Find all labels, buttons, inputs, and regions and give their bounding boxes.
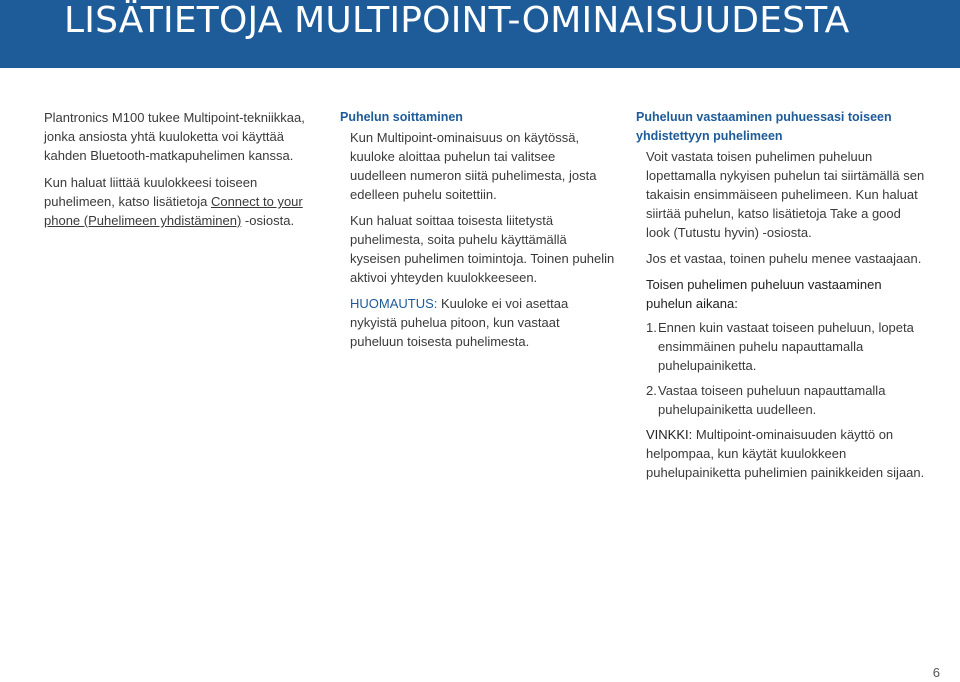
making-call-paragraph-2: Kun haluat soittaa toisesta liitetystä puhelimesta, soita puhelu käyttämällä kyseisen puhelimen toimintoja. Toinen puhelin aktivoi yhteyden kuulokkeeseen. [350, 213, 615, 285]
note-label: HUOMAUTUS: [350, 296, 438, 311]
subheading-answer-during-call: Toisen puhelimen puheluun vastaaminen puhelun aikana: [646, 277, 882, 311]
intro-paragraph: Plantronics M100 tukee Multipoint-tekniikkaa, jonka ansiosta yhtä kuuloketta voi käyttää kahden Bluetooth-matkapuhelimen kanssa. [44, 110, 305, 163]
page-title: LISÄTIETOJA MULTIPOINT-OMINAISUUDESTA [64, 0, 850, 41]
title-banner [0, 0, 960, 68]
step-item [646, 318, 926, 375]
answering-body [636, 147, 926, 268]
connect-suffix: -osiosta. [244, 213, 295, 228]
step-text: Vastaa toiseen puheluun napauttamalla puhelupainiketta uudelleen. [658, 383, 886, 417]
column-answering-calls [636, 108, 926, 489]
note-text: Kuuloke ei voi asettaa nykyistä puhelua pitoon, kun vastaat puheluun toisesta puhelimesta. [350, 296, 569, 349]
step-number: 1. [646, 320, 657, 335]
step-text: Ennen kuin vastaat toiseen puheluun, lopeta ensimmäinen puhelu napauttamalla puhelupainiketta. [658, 320, 914, 373]
connect-link[interactable]: Connect to your phone (Puhelimeen yhdistäminen) [44, 194, 303, 228]
making-call-body [340, 128, 615, 351]
tip-paragraph [636, 425, 926, 482]
answering-paragraph-2: Jos et vastaa, toinen puhelu menee vastaajaan. [646, 251, 922, 266]
step-number: 2. [646, 383, 657, 398]
step-item [646, 381, 926, 419]
tip-label: VINKKI: [646, 427, 693, 442]
connect-paragraph [44, 173, 314, 230]
note-paragraph [350, 294, 615, 351]
steps-list [646, 318, 926, 419]
section-heading-answering: Puheluun vastaaminen puhuessasi toiseen yhdistettyyn puhelimeen [636, 110, 892, 143]
answering-paragraph-1: Voit vastata toisen puhelimen puheluun lopettamalla nykyisen puhelun tai siirtämällä sen takaisin ensimmäiseen puhelimeen. Kun haluat siirtää puhelun, katso lisätietoja Take a good look (Tutustu hyvin) -osiosta. [646, 149, 925, 240]
column-intro [44, 108, 314, 238]
column-making-calls [340, 108, 615, 358]
connect-prefix: Kun haluat liittää kuulokkeesi toiseen puhelimeen, katso lisätietoja [44, 175, 258, 209]
making-call-paragraph-1: Kun Multipoint-ominaisuus on käytössä, kuuloke aloittaa puhelun tai valitsee uudelleen numeron siitä puhelimesta, josta edelleen puhelu soitettiin. [350, 130, 597, 202]
tip-text: Multipoint-ominaisuuden käyttö on helpompaa, kun käytät kuulokkeen puhelupainiketta puhelimien painikkeiden sijaan. [646, 427, 925, 480]
section-heading-making-call: Puhelun soittaminen [340, 110, 463, 124]
page-number: 6 [932, 665, 940, 680]
